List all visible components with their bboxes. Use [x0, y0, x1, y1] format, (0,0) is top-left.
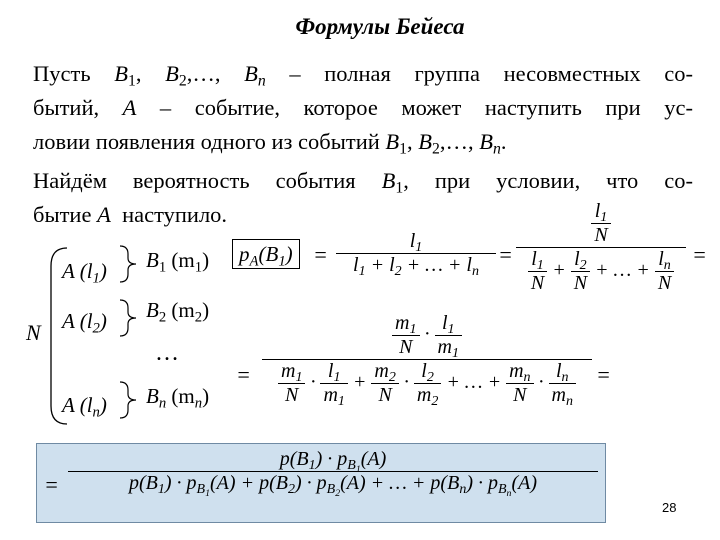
brace-1 — [118, 244, 142, 284]
eq-6: = — [44, 472, 59, 497]
b-label-1: $B_1$ $(m_1)$ — [146, 248, 210, 276]
bayes-fraction: $\frac{p(B_1) \cdot p_{B_1}(A)}{p(B_1) \cdot p_{B_1}(A) + p(B_2) \cdot p_{B_2}(A) + \dots + p(B_n) \cdot p_{B_n}(A)}$ — [68, 448, 598, 495]
a-label-n: A $(l_n)$ — [62, 393, 107, 421]
p-a-b1-box: $p_A(B_1)$ — [232, 242, 300, 267]
b-label-2: $B_2$ $(m_2)$ — [146, 298, 210, 326]
frac-l1-over-sum: $\frac{l_1}{l_1 + l_2 + \dots + l_n}$ — [336, 230, 496, 277]
eq-1: = — [313, 242, 328, 267]
eq-5: = — [596, 362, 611, 387]
eq-4: = — [236, 362, 251, 387]
b-label-n: $B_n$ $(m_n)$ — [146, 384, 210, 412]
task-line-1: Найдём вероятность события $B_1$, при условии, что со- — [33, 168, 693, 197]
intro-line-1: Пусть $B_1$, $B_2,\dots$, $B_n$ – полная группа несовместных со- — [33, 61, 693, 90]
page-number: 28 — [662, 500, 677, 515]
brace-n — [118, 380, 142, 420]
frac-l1N-over-sum: $\frac{l_1}{N}$ $\frac{l_1}{N}$ + $\frac{l_2}{N}$ + … + $\frac{l_n}{N}$ — [516, 200, 686, 295]
slide-title: Формулы Бейеса — [295, 14, 465, 39]
a-label-2: A $(l_2)$ — [62, 309, 107, 337]
ellipsis: … — [155, 340, 179, 366]
eq-2: = — [498, 242, 513, 267]
a-label-1: A $(l_1)$ — [62, 259, 107, 287]
frac-m-l-over-sum: $\frac{m_1}{N}$ · $\frac{l_1}{m_1}$ $\frac{m_1}{N}$ · $\frac{l_1}{m_1}$ + $\frac{m_2}{N}$ · $\frac{l_2}{m_2}$ + … + $\frac{m_n}{N}$ · $\frac{l_n}{m_n}$ — [262, 312, 592, 407]
paragraph-intro — [33, 57, 693, 159]
task-line-2: бытие A наступило. — [33, 202, 228, 227]
brace-2 — [118, 298, 142, 338]
intro-line-2: бытий, A – событие, которое может наступить при ус- — [33, 95, 693, 120]
n-label: N — [26, 320, 41, 345]
eq-3: = — [692, 242, 707, 267]
intro-line-3: ловии появления одного из событий $B_1$, $B_2,\dots$, $B_n$. — [33, 129, 507, 158]
